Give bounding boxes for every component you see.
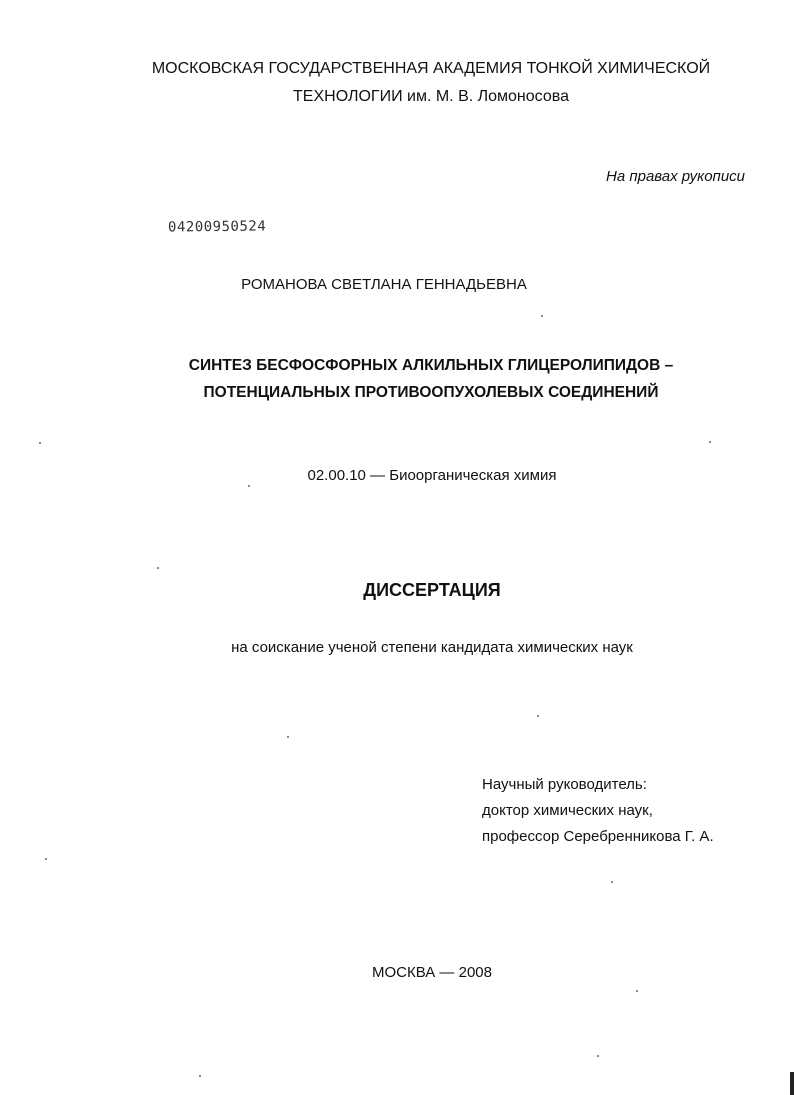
scan-edge-mark [790, 1072, 794, 1095]
author-name: РОМАНОВА СВЕТЛАНА ГЕННАДЬЕВНА [241, 276, 527, 293]
rights-note: На правах рукописи [606, 168, 745, 185]
scan-speck [287, 736, 289, 738]
scan-speck [199, 1075, 201, 1077]
scan-speck [541, 315, 543, 317]
scan-speck [709, 441, 711, 443]
supervisor-label: Научный руководитель: [482, 776, 647, 793]
scan-speck [45, 858, 47, 860]
inventory-number: 04200950524 [167, 218, 267, 236]
scan-speck [537, 715, 539, 717]
institution-name-line-2: ТЕХНОЛОГИИ им. М. В. Ломоносова [293, 88, 569, 105]
scan-speck [248, 485, 250, 487]
degree-statement: на соискание ученой степени кандидата химических наук [231, 639, 633, 656]
document-type: ДИССЕРТАЦИЯ [363, 580, 501, 600]
thesis-title-line-1: СИНТЕЗ БЕСФОСФОРНЫХ АЛКИЛЬНЫХ ГЛИЦЕРОЛИПИДОВ – [188, 357, 674, 374]
institution-name-line-1: МОСКОВСКАЯ ГОСУДАРСТВЕННАЯ АКАДЕМИЯ ТОНКОЙ ХИМИЧЕСКОЙ [151, 60, 711, 77]
scan-speck [611, 881, 613, 883]
thesis-title-line-2: ПОТЕНЦИАЛЬНЫХ ПРОТИВООПУХОЛЕВЫХ СОЕДИНЕНИЙ [203, 384, 659, 401]
scan-speck [636, 990, 638, 992]
supervisor-name: профессор Серебренникова Г. А. [482, 828, 714, 845]
specialty-code: 02.00.10 — Биоорганическая химия [307, 467, 557, 484]
scan-speck [597, 1055, 599, 1057]
supervisor-title: доктор химических наук, [482, 802, 653, 819]
city-year: МОСКВА — 2008 [372, 964, 492, 981]
scan-speck [157, 567, 159, 569]
scan-speck [39, 442, 41, 444]
